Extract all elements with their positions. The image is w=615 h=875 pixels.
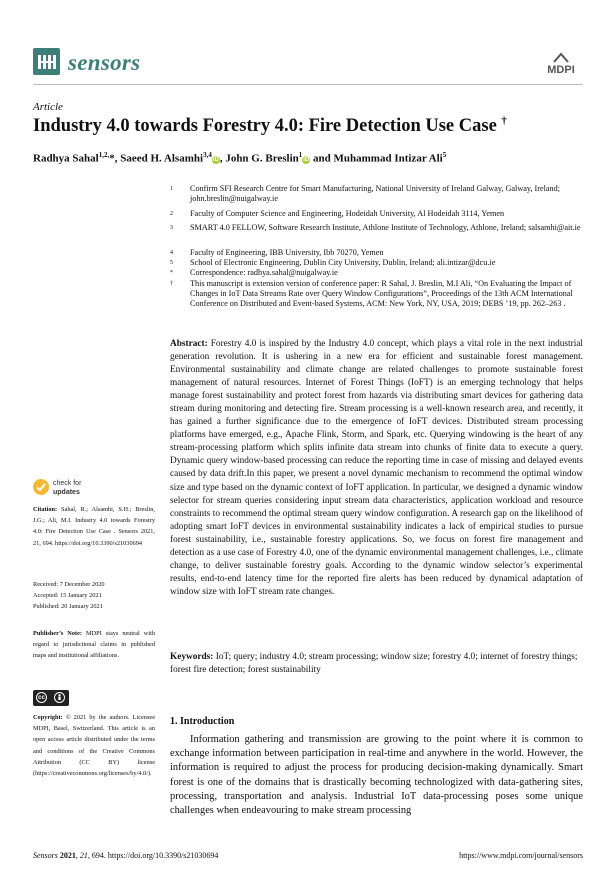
affiliation-number: 1	[170, 186, 173, 192]
cc-icon: cc	[36, 692, 47, 703]
introduction-text: Information gathering and transmission are growing to the point where it is common to exchange information between participation in real-time and anywhere in the world. However, the information is required to adjust the process for producing decision-making dynamically. Smart forest is one of the domains that is drastically becoming technologized with data-gathering sites, processing, transportation and analysis. Industrial IoT data-processing poses some unique challenges when endeavouring to make stream processing	[170, 734, 583, 817]
author-list	[33, 151, 446, 165]
author-separator: ,	[114, 152, 121, 165]
affiliation-text: Correspondence: radhya.sahal@nuigalway.ie	[190, 268, 338, 277]
check-for-updates[interactable]: check for updates	[53, 480, 82, 496]
affiliation-item	[170, 209, 585, 219]
cc-license-badge[interactable]	[33, 690, 69, 706]
footer-url[interactable]: https://www.mdpi.com/journal/sensors	[459, 851, 583, 860]
affiliation-text: This manuscript is extension version of conference paper: R Sahal, J. Breslin, M.I Ali, “On Evaluating the Impact of Changes in IoT Data Streams Rate over Query Window Configurations”, Proceedings of the 13th ACM International Conference on Distributed and Event-based Systems, ACM: New York, NY, USA, 2019; DEBS ’19, pp. 262–263 .	[190, 279, 573, 309]
attribution-icon	[54, 692, 65, 703]
author-name: John G. Breslin	[225, 152, 299, 165]
affiliation-item	[170, 248, 585, 258]
received-date: Received: 7 December 2020	[33, 581, 105, 588]
keywords	[170, 651, 583, 677]
affiliation-text: Faculty of Engineering, IBB University, Ibb 70270, Yemen	[190, 248, 384, 257]
check-for-updates-icon[interactable]	[33, 479, 49, 495]
affiliation-item	[170, 184, 585, 204]
publisher-logo	[540, 52, 582, 78]
publisher-name: MDPI	[547, 64, 575, 76]
author-affiliation-marker: 1,2,	[98, 151, 110, 159]
citation: Citation: Sahal, R.; Alsamhi, S.H.; Breslin, J.G.; Ali, M.I. Industry 4.0 towards Forestry 4.0: Fire Detection Use Case . Sensors 2021, 21, 694. https://doi.org/10.3390/s21030694	[33, 506, 155, 547]
keywords-label: Keywords:	[170, 652, 214, 662]
author-name: Muhammad Intizar Ali	[333, 152, 443, 165]
affiliation-text: SMART 4.0 FELLOW, Software Research Institute, Athlone Institute of Technology, Athlone, Ireland; salsamhi@ait.ie	[190, 223, 581, 232]
affiliation-item	[170, 279, 585, 310]
author-separator: and	[310, 152, 334, 165]
author-affiliation-marker: 1	[298, 151, 303, 159]
orcid-icon[interactable]: iD	[303, 156, 310, 163]
author-affiliation-marker: 5	[442, 151, 447, 159]
affiliation-text: School of Electronic Engineering, Dublin City University, Dublin, Ireland; ali.intizar@dcu.ie	[190, 258, 496, 267]
affiliation-item	[170, 268, 585, 278]
affiliation-text: Confirm SFI Research Centre for Smart Manufacturing, National University of Ireland Galway, Galway, Ireland; john.breslin@nuigalway.ie	[190, 184, 560, 204]
publisher-roof-icon	[553, 52, 569, 63]
abstract-label: Abstract:	[170, 339, 208, 349]
keywords-text: IoT; query; industry 4.0; stream processing; window size; forestry 4.0; internet of forestry things; forest fire detection; forest sustainability	[170, 652, 578, 675]
publisher-note: Publisher’s Note: MDPI stays neutral with regard to jurisdictional claims in published maps and institutional affiliations.	[33, 630, 155, 660]
header-divider	[33, 84, 583, 85]
copyright: Copyright: © 2021 by the authors. Licensee MDPI, Basel, Switzerland. This article is an open access article distributed under the terms and conditions of the Creative Commons Attribution (CC BY) license (https://creativecommons.org/licenses/by/4.0/).	[33, 714, 156, 778]
author-affiliation-marker: 3,4	[203, 151, 212, 159]
affiliation-number: 4	[170, 250, 173, 256]
article-title: Industry 4.0 towards Forestry 4.0: Fire Detection Use Case †	[33, 115, 507, 137]
corresponding-marker: *	[109, 152, 115, 165]
published-date: Published: 20 January 2021	[33, 603, 103, 610]
author-separator: ,	[219, 152, 226, 165]
journal-name: sensors	[68, 50, 141, 75]
affiliation-number: *	[170, 270, 173, 276]
section-heading: 1. Introduction	[170, 716, 235, 727]
affiliation-number: 2	[170, 211, 173, 217]
article-type: Article	[33, 101, 63, 113]
footer-citation: Sensors 2021, 21, 694. https://doi.org/10.3390/s21030694	[33, 851, 219, 860]
affiliation-text: Faculty of Computer Science and Engineering, Hodeidah University, Al Hodeidah 3114, Yemen	[190, 209, 505, 218]
accepted-date: Accepted: 15 January 2021	[33, 592, 102, 599]
affiliation-number: 3	[170, 225, 173, 231]
affiliation-number: †	[170, 281, 173, 287]
orcid-icon[interactable]: iD	[212, 156, 219, 163]
author-name: Saeed H. Alsamhi	[120, 152, 204, 165]
affiliation-item	[170, 223, 585, 233]
abstract-text: Forestry 4.0 is inspired by the Industry 4.0 concept, which plays a vital role in the next industrial generation revolution. It is ushering in a new era for efficient and sustainable forest management. Environmental sustainability and climate change are related challenges to promote sustainable forest management of natural resources. Internet of Forest Things (IoFT) is an emerging technology that helps manage forest sustainability and protect forest from hazards via distributing smart devices for gathering data stream during monitoring and detecting fire. Stream processing is a well-known research area, and recently, it has gained a further significance due to the emergence of IoFT devices. Distributed stream processing platforms have emerged, e.g., Apache Flink, Storm, and Spark, etc. Querying windowing is the heart of any stream-processing platform which splits infinite data stream into chunks of finite data to execute a query. Dynamic query window-based processing can reduce the reporting time in case of missing and delayed events caused by data drift.In this paper, we present a novel dynamic mechanism to recommend the optimal window size and type based on the dynamic context of IoFT application. In particular, we designed a dynamic window selector for stream queries considering input stream data characteristics, application workload and resource constraints to recommend the optimal stream query window configuration. A research gap on the likelihood of adopting smart IoFT devices in environmental sustainability indicates a lack of empirical studies to pursue forest sustainability, i.e., sustainable forestry applications. So, we focus on forest fire management and detection as a use case of Forestry 4.0, one of the dynamic environmental management challenges, i.e., climate change, to deliver sustainable forestry goals. According to the dynamic window selector’s experimental results, end-to-end latency time for the reported fire alerts has been reduced by dynamical adaptation of window size with IoFT stream rate changes.	[170, 339, 584, 597]
author-name: Radhya Sahal	[33, 152, 99, 165]
affiliation-number: 5	[170, 260, 173, 266]
affiliation-item	[170, 258, 585, 268]
journal-logo	[33, 48, 60, 75]
abstract	[170, 338, 583, 599]
